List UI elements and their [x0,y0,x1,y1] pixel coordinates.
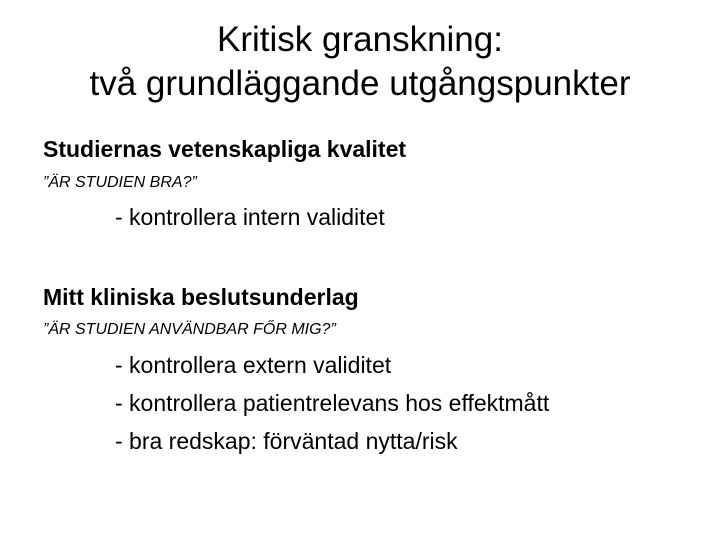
section-question-quality: ”ÄR STUDIEN BRA?” [43,174,197,191]
section-question-clinical: ”ÄR STUDIEN ANVÄNDBAR FŐR MIG?” [43,321,336,338]
section-heading-quality: Studiernas vetenskapliga kvalitet [43,136,407,162]
bullet-item: - kontrollera intern validitet [115,204,385,230]
slide-title [0,18,720,106]
bullet-item: - kontrollera patientrelevans hos effektmått [115,390,550,416]
bullet-item: - kontrollera extern validitet [115,352,392,378]
bullet-list-clinical [115,346,549,460]
slide-title-line-1: Kritisk granskning: [217,20,503,59]
section-heading-clinical: Mitt kliniska beslutsunderlag [43,284,359,310]
bullet-list-quality [115,198,385,236]
slide-title-line-2: två grundläggande utgångspunkter [89,64,631,103]
bullet-item: - bra redskap: förväntad nytta/risk [115,428,458,454]
